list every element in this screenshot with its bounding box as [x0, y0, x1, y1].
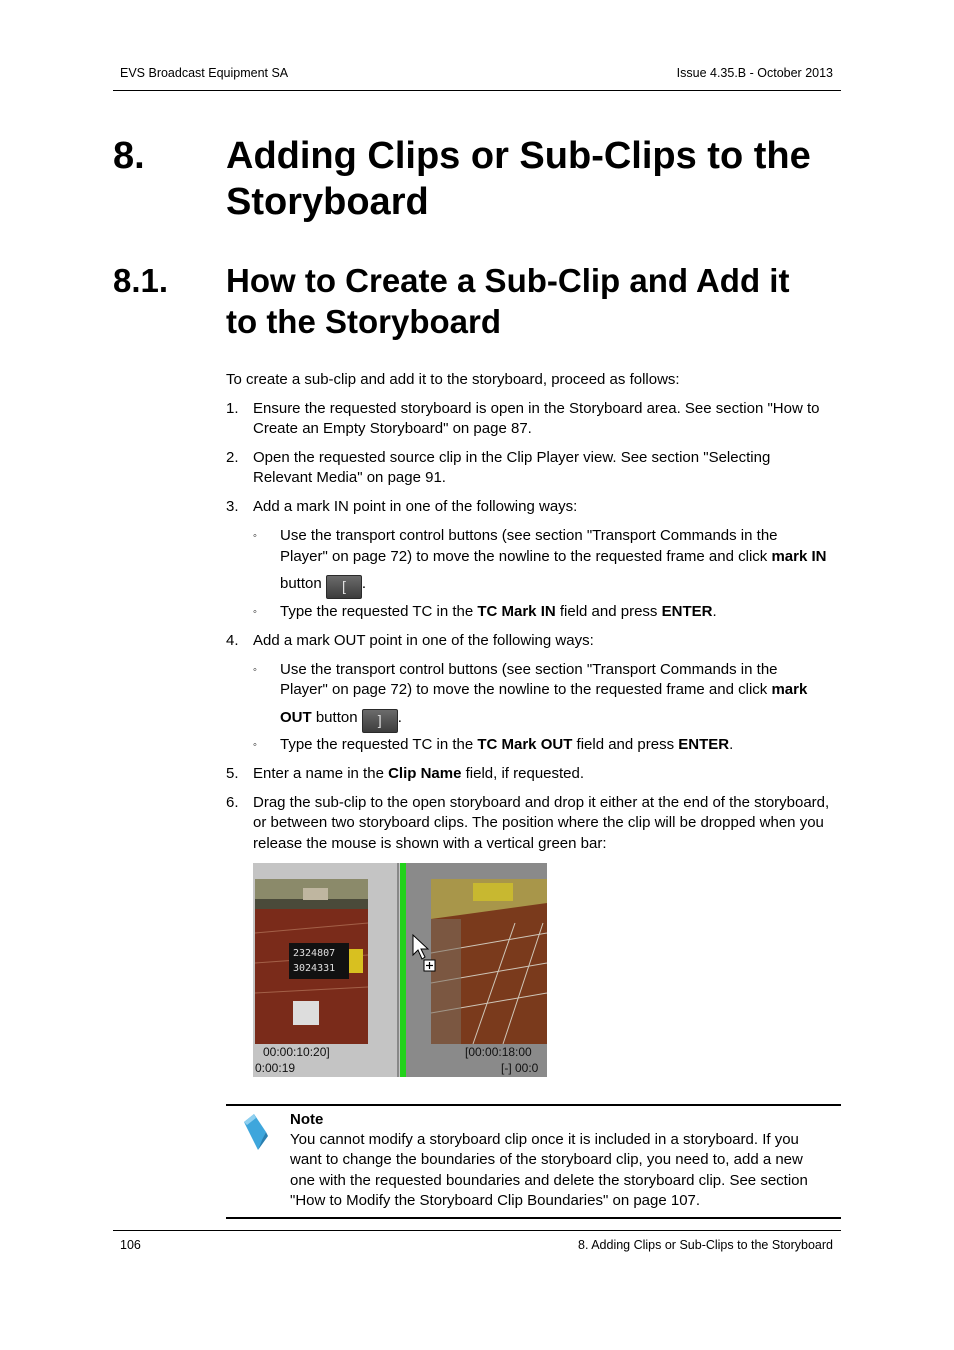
step-text-part: Enter a name in the — [253, 765, 389, 782]
section-number: 8.1. — [113, 262, 169, 299]
bullet-text — [280, 547, 845, 568]
step-number: 5. — [226, 765, 239, 782]
note-bottom-rule — [226, 1217, 841, 1219]
step-number: 4. — [226, 632, 239, 649]
bullet-glyph: ◦ — [253, 739, 257, 751]
bullet-text-bold: ENTER — [661, 603, 713, 620]
step-text — [253, 764, 843, 785]
note-top-rule — [226, 1104, 841, 1106]
bullet-text-bold: mark IN — [771, 548, 827, 565]
note-title: Note — [290, 1111, 324, 1128]
bullet-text-part: Player" on page 72) to move the nowline to the requested frame and click — [280, 681, 772, 698]
step-text: Open the requested source clip in the Clip Player view. See section "Selecting — [253, 449, 771, 466]
header-rule — [113, 90, 841, 91]
bullet-text-part: button — [280, 575, 322, 592]
step-text: Add a mark OUT point in one of the following ways: — [253, 632, 594, 649]
left-timecode-2: 0:00:19 — [255, 1061, 296, 1075]
storyboard-drop-image — [253, 863, 547, 1077]
chapter-title-line1: Adding Clips or Sub-Clips to the — [226, 135, 811, 177]
note-text-4: "How to Modify the Storyboard Clip Boundaries" on page 107. — [290, 1192, 701, 1209]
bib-text-2: 3024331 — [293, 963, 336, 974]
bullet-text-part: field and press — [555, 603, 662, 620]
step-text: Add a mark IN point in one of the following ways: — [253, 498, 578, 515]
footer-rule — [113, 1230, 841, 1231]
header-issue: Issue 4.35.B - October 2013 — [676, 66, 833, 80]
bullet-text-part: . — [729, 736, 734, 753]
bullet-text: Use the transport control buttons (see section "Transport Commands in the — [280, 661, 778, 678]
mark-out-glyph: ] — [377, 712, 382, 728]
bullet-text: Use the transport control buttons (see section "Transport Commands in the — [280, 527, 778, 544]
step-text: Create an Empty Storyboard" on page 87. — [253, 420, 532, 437]
step-text: or between two storyboard clips. The position where the clip will be dropped when you — [253, 814, 824, 831]
chapter-title-line2: Storyboard — [226, 181, 429, 223]
chapter-number: 8. — [113, 135, 145, 177]
bullet-text-bold: OUT — [280, 709, 312, 726]
bullet-text — [280, 602, 845, 623]
step-text: Drag the sub-clip to the open storyboard and drop it either at the end of the storyboard, — [253, 794, 830, 811]
bullet-glyph: ◦ — [253, 664, 257, 676]
step-text-bold: Clip Name — [388, 765, 462, 782]
step-text-part: field, if requested. — [461, 765, 585, 782]
bullet-glyph: ◦ — [253, 530, 257, 542]
mark-out-button-icon — [362, 709, 398, 733]
note-text-3: one with the requested boundaries and delete the storyboard clip. See section — [290, 1172, 808, 1189]
mark-in-glyph: [ — [341, 578, 346, 594]
step-number: 3. — [226, 498, 239, 515]
right-timecode-1: [00:00:18:00 — [465, 1045, 532, 1059]
step-text: release the mouse is shown with a vertical green bar: — [253, 835, 607, 852]
header-company: EVS Broadcast Equipment SA — [120, 66, 289, 80]
mark-in-button-icon — [326, 575, 362, 599]
green-drop-bar — [400, 863, 406, 1077]
note-text-1: You cannot modify a storyboard clip once it is included in a storyboard. If you — [290, 1131, 799, 1148]
bullet-text-part: . — [712, 603, 717, 620]
bullet-text — [280, 708, 845, 733]
bullet-text-end: . — [397, 709, 402, 726]
section-title-line2: to the Storyboard — [226, 303, 502, 340]
bullet-text-part: Type the requested TC in the — [280, 736, 478, 753]
bullet-text — [280, 574, 845, 599]
bullet-text-bold: mark — [771, 681, 808, 698]
bullet-text-bold: ENTER — [678, 736, 730, 753]
bullet-text-part: Type the requested TC in the — [280, 603, 478, 620]
pencil-note-icon — [240, 1112, 274, 1152]
note-text-2: want to change the boundaries of the storyboard clip, you need to, add a new — [290, 1151, 803, 1168]
left-timecode-1: 00:00:10:20] — [263, 1045, 330, 1059]
storyboard-drop-screenshot — [253, 863, 547, 1077]
bullet-text-bold: TC Mark IN — [477, 603, 556, 620]
step-text: Relevant Media" on page 91. — [253, 469, 446, 486]
bullet-text-bold: TC Mark OUT — [477, 736, 573, 753]
step-text: Ensure the requested storyboard is open in the Storyboard area. See section "How to — [253, 400, 820, 417]
intro-text: To create a sub-clip and add it to the storyboard, proceed as follows: — [226, 371, 680, 388]
bullet-text — [280, 680, 845, 701]
bullet-text-part: Player" on page 72) to move the nowline to the requested frame and click — [280, 548, 772, 565]
bullet-text — [280, 735, 845, 756]
right-timecode-2: [-] 00:0 — [501, 1061, 539, 1075]
bib-text-1: 2324807 — [293, 948, 336, 959]
footer-page-number: 106 — [120, 1238, 141, 1252]
section-title-line1: How to Create a Sub-Clip and Add it — [226, 262, 790, 299]
bullet-glyph: ◦ — [253, 606, 257, 618]
bullet-text-part: button — [311, 709, 358, 726]
step-number: 2. — [226, 449, 239, 466]
step-number: 6. — [226, 794, 239, 811]
footer-chapter: 8. Adding Clips or Sub-Clips to the Storyboard — [578, 1238, 833, 1252]
bullet-text-part: field and press — [572, 736, 679, 753]
step-number: 1. — [226, 400, 239, 417]
bullet-text-end: . — [361, 575, 367, 592]
